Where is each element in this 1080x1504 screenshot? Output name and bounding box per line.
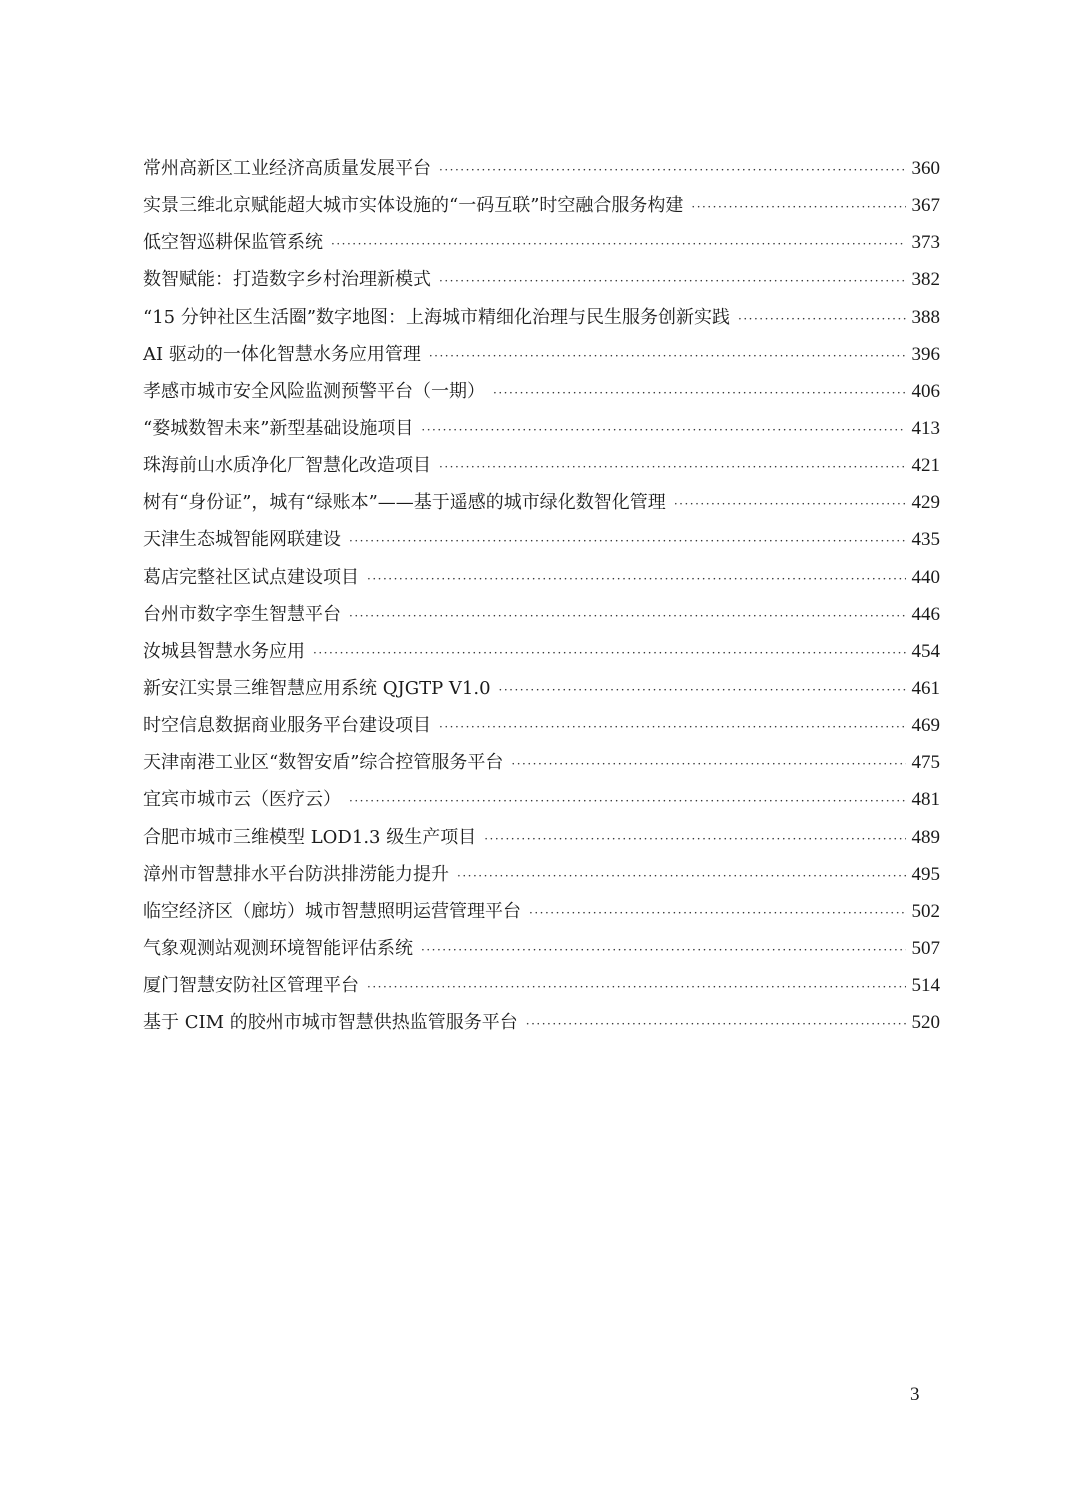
toc-entry [143,336,940,373]
toc-entry [143,224,940,261]
dot-leader [349,783,906,820]
toc-entry-title: 临空经济区（廊坊）城市智慧照明运营管理平台 [143,900,521,922]
dot-leader [484,821,905,858]
toc-entry-page: 495 [911,863,940,885]
toc-entry-title: 孝感市城市安全风险监测预警平台（一期） [143,380,485,402]
toc-entry-page: 413 [911,417,940,439]
toc-entry [143,967,940,1004]
toc-entry [143,633,940,670]
toc-entry [143,670,940,707]
toc-entry [143,930,940,967]
toc-entry-page: 421 [911,455,940,477]
toc-entry-title: 时空信息数据商业服务平台建设项目 [143,715,431,737]
toc-entry-title: 汝城县智慧水务应用 [143,640,305,662]
toc-entry-title: 新安江实景三维智慧应用系统 QJGTP V1.0 [143,677,491,699]
dot-leader [493,375,906,412]
dot-leader [738,301,905,338]
toc-entry [143,484,940,521]
dot-leader [439,263,906,300]
dot-leader [421,412,905,449]
toc-entry-page: 429 [911,492,940,514]
toc-entry [143,373,940,410]
toc-entry-page: 360 [911,158,940,179]
toc-entry-page: 440 [911,566,940,588]
toc-entry-title: 台州市数字孪生智慧平台 [143,603,341,625]
dot-leader [526,1006,906,1043]
toc-entry-page: 406 [911,380,940,402]
toc-entry [143,596,940,633]
toc-entry-title: 珠海前山水质净化厂智慧化改造项目 [143,455,431,477]
toc-entry-page: 396 [911,343,940,365]
toc-entry-page: 373 [911,232,940,254]
toc-entry-page: 382 [911,269,940,291]
dot-leader [367,969,906,1006]
toc-entry-title: 天津南港工业区“数智安盾”综合控管服务平台 [143,752,504,774]
toc-entry [143,744,940,781]
toc-entry [143,781,940,818]
dot-leader [439,449,906,486]
toc-entry [143,819,940,856]
toc-entry-page: 446 [911,603,940,625]
toc-entry-page: 481 [911,789,940,811]
toc-entry [143,559,940,596]
toc-entry-title: 葛店完整社区试点建设项目 [143,566,359,588]
toc-entry-page: 489 [911,826,940,848]
table-of-contents [143,150,940,1041]
toc-entry-title: 宜宾市城市云（医疗云） [143,789,341,811]
toc-entry-title: 数智赋能：打造数字乡村治理新模式 [143,269,431,291]
toc-entry [143,410,940,447]
toc-entry-title: 合肥市城市三维模型 LOD1.3 级生产项目 [143,826,477,848]
dot-leader [439,709,906,746]
toc-entry-page: 435 [911,529,940,551]
toc-entry-page: 507 [911,937,940,959]
toc-entry [143,150,940,187]
dot-leader [439,152,906,189]
toc-entry [143,1004,940,1041]
toc-entry-title: 基于 CIM 的胶州市城市智慧供热监管服务平台 [143,1012,518,1034]
dot-leader [511,746,905,783]
dot-leader [674,486,906,523]
dot-leader [331,226,906,263]
toc-entry-page: 461 [911,677,940,699]
toc-entry [143,299,940,336]
toc-entry [143,521,940,558]
dot-leader [367,561,906,598]
toc-entry-title: 常州高新区工业经济高质量发展平台 [143,158,431,179]
dot-leader [349,523,906,560]
dot-leader [499,672,906,709]
toc-entry-title: 低空智巡耕保监管系统 [143,232,323,254]
page-number: 3 [910,1384,920,1405]
toc-entry-title: AI 驱动的一体化智慧水务应用管理 [143,343,421,365]
toc-entry-page: 469 [911,715,940,737]
dot-leader [691,189,905,226]
dot-leader [349,598,906,635]
toc-entry [143,261,940,298]
toc-entry-page: 520 [911,1012,940,1034]
toc-entry-title: 树有“身份证”，城有“绿账本”——基于遥感的城市绿化数智化管理 [143,492,666,514]
toc-entry-title: 气象观测站观测环境智能评估系统 [143,937,413,959]
toc-entry-title: 实景三维北京赋能超大城市实体设施的“一码互联”时空融合服务构建 [143,195,684,217]
toc-entry [143,707,940,744]
toc-entry [143,856,940,893]
toc-entry-page: 388 [911,306,940,328]
dot-leader [421,932,906,969]
toc-entry [143,893,940,930]
toc-entry [143,187,940,224]
toc-entry-title: “15 分钟社区生活圈”数字地图：上海城市精细化治理与民生服务创新实践 [143,306,731,328]
toc-entry-title: 漳州市智慧排水平台防洪排涝能力提升 [143,863,449,885]
toc-entry [143,447,940,484]
toc-entry-page: 367 [911,195,940,217]
toc-entry-title: 天津生态城智能网联建设 [143,529,341,551]
toc-entry-page: 514 [911,975,940,997]
dot-leader [429,338,906,375]
toc-entry-page: 475 [911,752,940,774]
toc-entry-title: “婺城数智未来”新型基础设施项目 [143,417,414,439]
toc-entry-page: 454 [911,640,940,662]
dot-leader [529,895,906,932]
dot-leader [313,635,906,672]
dot-leader [457,858,906,895]
toc-entry-page: 502 [911,900,940,922]
toc-entry-title: 厦门智慧安防社区管理平台 [143,975,359,997]
